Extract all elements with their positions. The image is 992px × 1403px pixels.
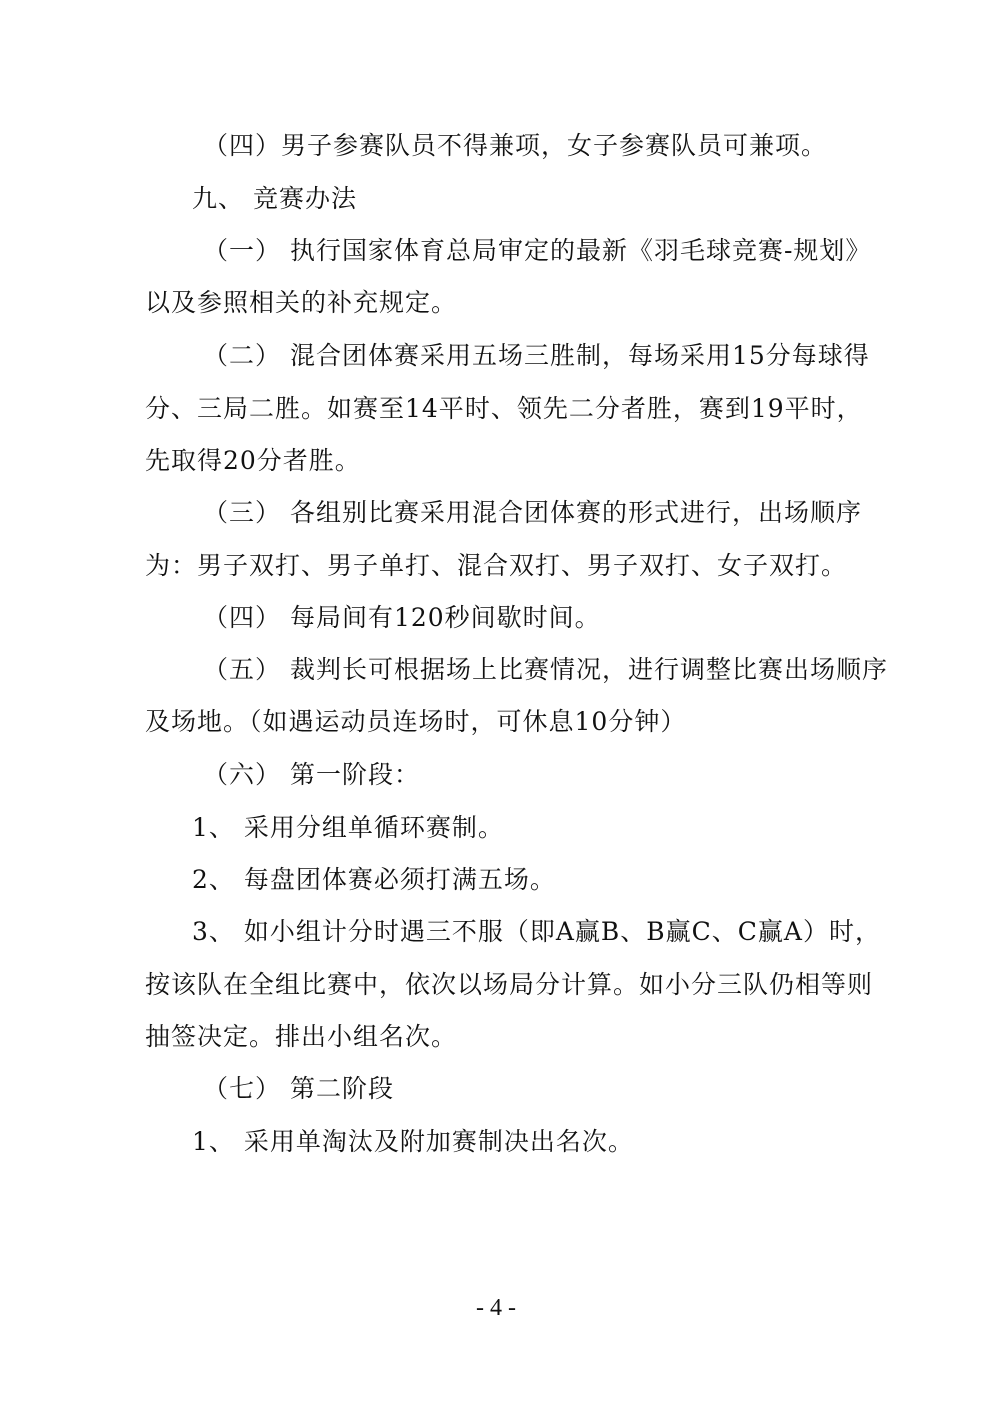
list-item-tiebreak-line-1: 3、 如小组计分时遇三不服（即A赢B、B赢C、C赢A）时， — [192, 917, 881, 946]
list-item-tiebreak-line-2: 按该队在全组比赛中，依次以场局分计算。如小分三队仍相等则 — [145, 970, 874, 999]
paragraph-referee-line-1: （五） 裁判长可根据场上比赛情况，进行调整比赛出场顺序 — [203, 655, 888, 684]
paragraph-rules-line-2: 以及参照相关的补充规定。 — [145, 288, 458, 317]
paragraph-order-line-1: （三） 各组别比赛采用混合团体赛的形式进行，出场顺序 — [203, 498, 862, 527]
list-item-five-matches: 2、 每盘团体赛必须打满五场。 — [192, 865, 556, 894]
paragraph-men-no-double-entry: （四）男子参赛队员不得兼项，女子参赛队员可兼项。 — [203, 131, 828, 160]
paragraph-referee-line-2: 及场地。（如遇运动员连场时，可休息10分钟） — [145, 707, 687, 736]
paragraph-scoring-line-1: （二） 混合团体赛采用五场三胜制，每场采用15分每球得 — [203, 341, 870, 370]
paragraph-scoring-line-3: 先取得20分者胜。 — [145, 446, 361, 475]
list-item-knockout: 1、 采用单淘汰及附加赛制决出名次。 — [192, 1127, 634, 1156]
paragraph-stage-one: （六） 第一阶段： — [203, 760, 420, 789]
paragraph-stage-two: （七） 第二阶段 — [203, 1074, 394, 1103]
page-number: - 4 - — [476, 1295, 516, 1321]
paragraph-interval: （四） 每局间有120秒间歇时间。 — [203, 603, 601, 632]
paragraph-scoring-line-2: 分、三局二胜。如赛至14平时、领先二分者胜，赛到19平时， — [145, 394, 863, 423]
paragraph-rules-line-1: （一） 执行国家体育总局审定的最新《羽毛球竞赛-规划》 — [203, 236, 872, 265]
paragraph-order-line-2: 为：男子双打、男子单打、混合双打、男子双打、女子双打。 — [145, 551, 848, 580]
list-item-round-robin: 1、 采用分组单循环赛制。 — [192, 813, 504, 842]
list-item-tiebreak-line-3: 抽签决定。排出小组名次。 — [145, 1022, 458, 1051]
section-heading-competition-method: 九、 竞赛办法 — [192, 184, 357, 213]
